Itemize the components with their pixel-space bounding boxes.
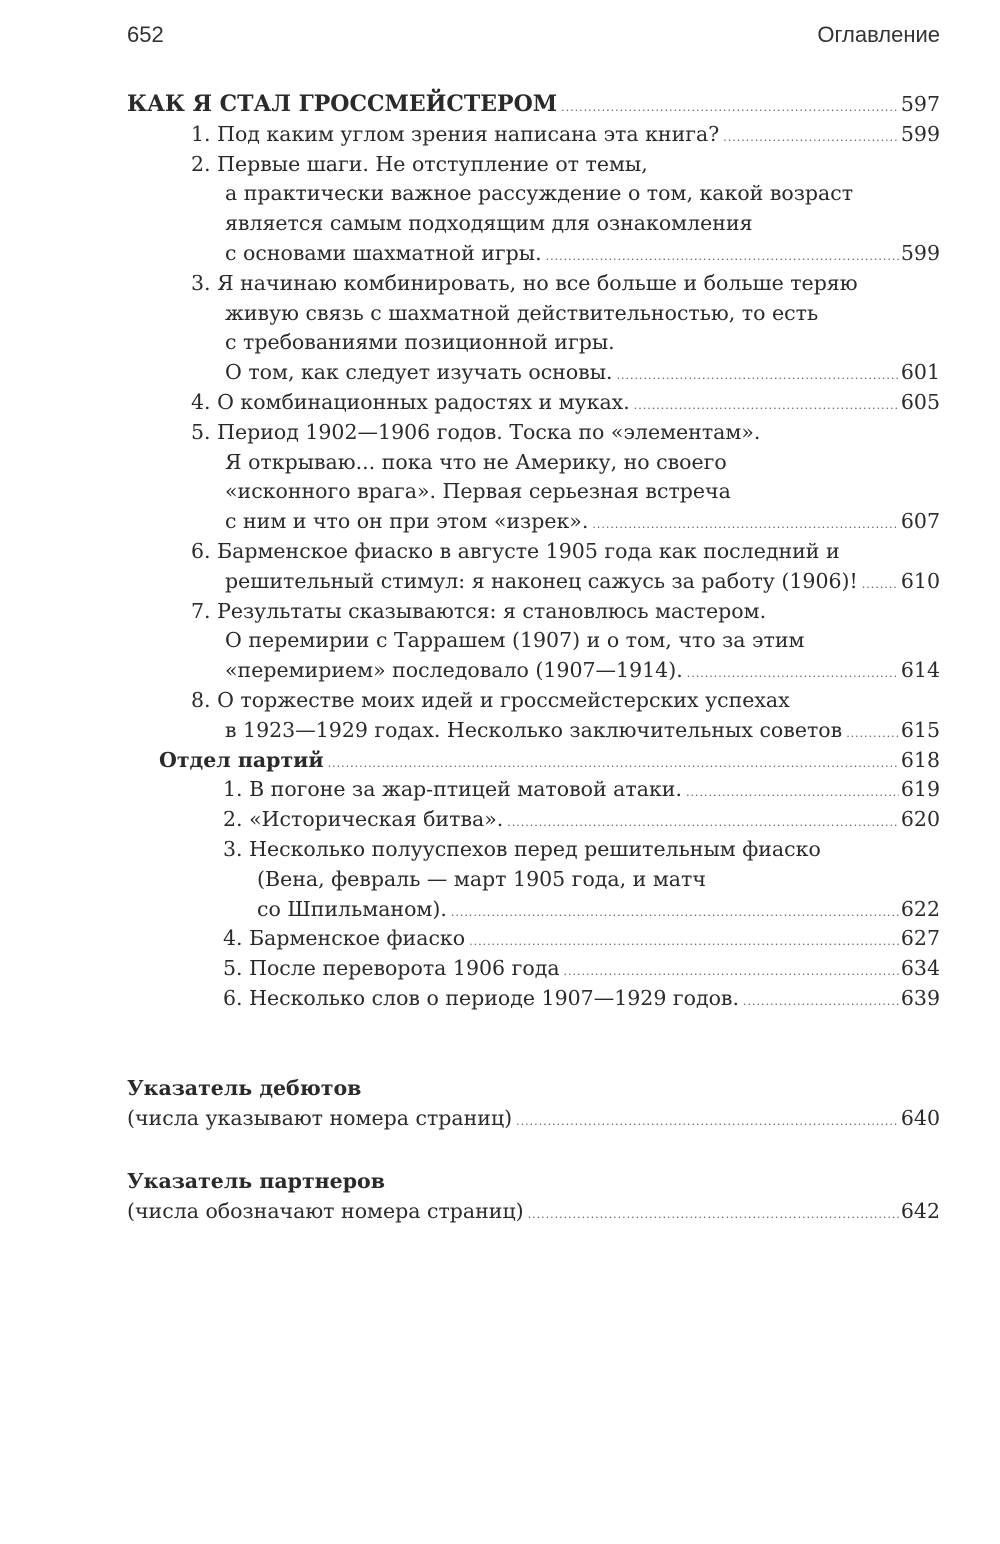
toc-entry-line: О перемирии с Таррашем (1907) и о том, что за этим	[225, 628, 805, 653]
dot-leader	[516, 1107, 899, 1137]
dot-leader	[328, 749, 899, 779]
dot-leader	[846, 719, 899, 749]
toc-page-number: 642	[900, 1199, 940, 1224]
toc-page-number: 601	[900, 360, 940, 385]
toc-entry-text: 1. В погоне за жар-птицей матовой атаки.	[223, 777, 682, 802]
toc-entry-text: (числа обозначают номера страниц)	[127, 1199, 524, 1224]
toc-entry-text: 5. После переворота 1906 года	[223, 956, 560, 981]
dot-leader	[686, 778, 899, 808]
toc-entry[interactable]	[127, 358, 940, 388]
toc-entry[interactable]	[127, 388, 940, 418]
toc-page-number: 640	[900, 1105, 940, 1130]
dot-leader	[687, 659, 899, 689]
toc-entry-text: 4. Барменское фиаско	[223, 926, 466, 951]
dot-leader	[634, 391, 899, 421]
dot-leader	[451, 898, 899, 928]
toc-page-number: 639	[900, 985, 940, 1010]
toc-entry-text: 2. «Историческая битва».	[223, 807, 504, 832]
toc-page-number: 607	[900, 509, 940, 534]
toc-page-number: 620	[900, 807, 940, 832]
toc-entry[interactable]	[127, 567, 940, 597]
dot-leader	[862, 570, 899, 600]
toc-entry-line: 5. Период 1902—1906 годов. Тоска по «элементам».	[191, 419, 761, 444]
toc-entry[interactable]	[127, 507, 940, 537]
dot-leader	[561, 93, 899, 123]
dot-leader	[743, 987, 899, 1017]
toc-page-number: 622	[900, 896, 940, 921]
dot-leader	[592, 510, 899, 540]
dot-leader	[546, 242, 899, 272]
toc-entry-text: О том, как следует изучать основы.	[225, 360, 613, 385]
toc-entry-line: является самым подходящим для ознакомления	[225, 211, 753, 236]
table-of-contents	[127, 90, 940, 1227]
toc-entry-line: (Вена, февраль — март 1905 года, и матч	[257, 866, 706, 891]
toc-entry-text: «перемирием» последовало (1907—1914).	[225, 658, 683, 683]
toc-page-number: 615	[900, 717, 940, 742]
toc-page-number: 599	[900, 121, 940, 146]
toc-entry-line: «исконного врага». Первая серьезная встреча	[225, 479, 731, 504]
toc-entry-line: 3. Несколько полууспехов перед решительным фиаско	[223, 836, 821, 861]
page-number: 652	[127, 22, 164, 47]
toc-entry-text: решительный стимул: я наконец сажусь за работу (1906)!	[225, 568, 858, 593]
toc-index-entry[interactable]	[127, 1104, 940, 1134]
spacer	[127, 1133, 940, 1167]
toc-page-number: 610	[900, 568, 940, 593]
toc-entry-text: с ним и что он при этом «изрек».	[225, 509, 589, 534]
dot-leader	[469, 927, 899, 957]
toc-entry-line: Я открываю... пока что не Америку, но своего	[225, 449, 727, 474]
toc-page-number: 627	[900, 926, 940, 951]
toc-page-number: 619	[900, 777, 940, 802]
toc-entry-line: 3. Я начинаю комбинировать, но все больше и больше теряю	[191, 270, 858, 295]
toc-game-entry[interactable]	[127, 954, 940, 984]
toc-index-title: Указатель партнеров	[127, 1169, 385, 1194]
toc-entry-text: в 1923—1929 годах. Несколько заключительных советов	[225, 717, 843, 742]
toc-game-entry[interactable]	[127, 775, 940, 805]
toc-game-entry[interactable]	[127, 895, 940, 925]
dot-leader	[507, 808, 899, 838]
toc-entry-line: с требованиями позиционной игры.	[225, 330, 615, 355]
toc-entry-line: 6. Барменское фиаско в августе 1905 года как последний и	[191, 538, 840, 563]
running-title: Оглавление	[817, 22, 940, 47]
toc-entry-line: 7. Результаты сказываются: я становлюсь мастером.	[191, 598, 767, 623]
toc-index-title: Указатель дебютов	[127, 1075, 362, 1100]
toc-section-title: Отдел партий	[159, 747, 324, 772]
toc-game-entry[interactable]	[127, 984, 940, 1014]
toc-entry[interactable]	[127, 120, 940, 150]
toc-entry-text: с основами шахматной игры.	[225, 240, 542, 265]
toc-page-number: 614	[900, 658, 940, 683]
toc-page-number: 597	[900, 92, 940, 116]
toc-entry-line: живую связь с шахматной действительностью, то есть	[225, 300, 819, 325]
toc-page-number: 618	[900, 747, 940, 772]
toc-entry-text: (числа указывают номера страниц)	[127, 1105, 513, 1130]
spacer	[127, 1014, 940, 1074]
toc-index-entry[interactable]	[127, 1197, 940, 1227]
toc-game-entry[interactable]	[127, 805, 940, 835]
toc-entry[interactable]	[127, 656, 940, 686]
toc-entry[interactable]	[127, 239, 940, 269]
toc-entry-text: 6. Несколько слов о периоде 1907—1929 годов.	[223, 985, 739, 1010]
toc-entry-text: 4. О комбинационных радостях и муках.	[191, 389, 630, 414]
toc-games-section[interactable]	[127, 746, 940, 776]
page-header	[127, 22, 940, 54]
toc-main-section[interactable]	[127, 90, 940, 120]
dot-leader	[723, 123, 899, 153]
dot-leader	[564, 957, 899, 987]
toc-page-number: 634	[900, 956, 940, 981]
toc-page-number: 599	[900, 240, 940, 265]
toc-page-number: 605	[900, 389, 940, 414]
toc-entry-line: 2. Первые шаги. Не отступление от темы,	[191, 151, 648, 176]
dot-leader	[528, 1200, 899, 1230]
toc-game-entry[interactable]	[127, 924, 940, 954]
toc-entry-line: 8. О торжестве моих идей и гроссмейстерских успехах	[191, 687, 790, 712]
toc-entry-line: а практически важное рассуждение о том, какой возраст	[225, 181, 854, 206]
toc-entry[interactable]	[127, 716, 940, 746]
toc-entry-text: 1. Под каким углом зрения написана эта книга?	[191, 121, 720, 146]
toc-entry-text: со Шпильманом).	[257, 896, 447, 921]
dot-leader	[617, 361, 899, 391]
toc-main-title: КАК Я СТАЛ ГРОССМЕЙСТЕРОМ	[127, 91, 558, 117]
